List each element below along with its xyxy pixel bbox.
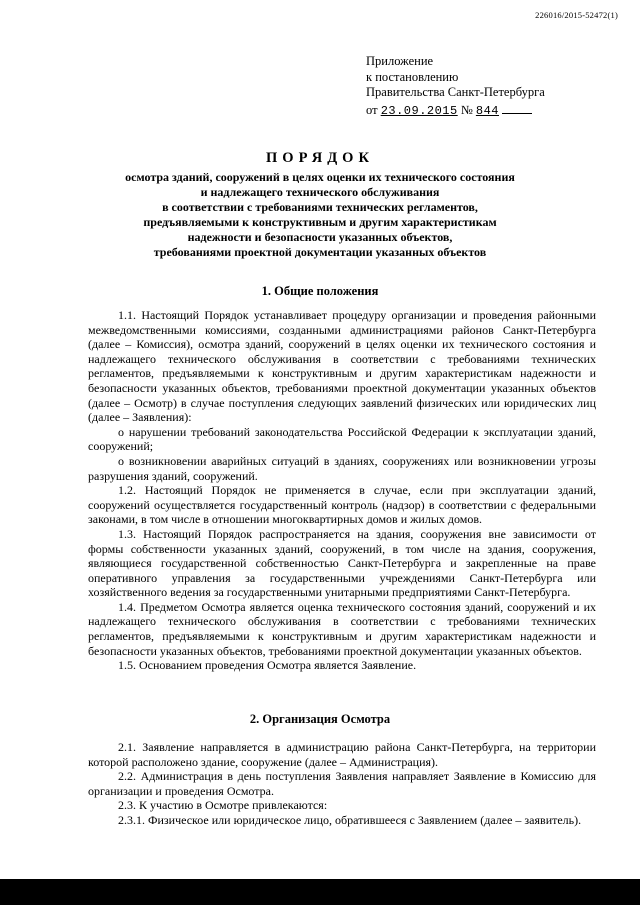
subtitle-line: осмотра зданий, сооружений в целях оценки их технического состояния <box>125 170 515 184</box>
paragraph: 1.4. Предметом Осмотра является оценка технического состояния зданий, сооружений и их надлежащего технического обслуживания в соответствии с требованиями технических регламентов, предъявляемыми к конструктивным и другим характеристикам надежности и безопасности указанных объектов, требованиями проектной документации указанных объектов. <box>88 599 596 658</box>
subtitle-line: надежности и безопасности указанных объектов, <box>187 230 453 244</box>
document-subtitle <box>110 170 530 260</box>
subtitle-line: и надлежащего технического обслуживания <box>200 185 440 199</box>
section-2-body <box>88 740 596 828</box>
section-1-body <box>88 308 596 673</box>
paragraph: 1.2. Настоящий Порядок не применяется в случае, если при эксплуатации зданий, сооружений осуществляется государственный контроль (надзор) в соответствии с федеральными законами, в том числе в отношении многоквартирных домов и жилых домов. <box>88 483 596 527</box>
subtitle-line: требованиями проектной документации указанных объектов <box>153 245 487 259</box>
paragraph: о возникновении аварийных ситуаций в зданиях, сооружениях или возникновении угрозы разрушения зданий, сооружений. <box>88 453 596 483</box>
appendix-line-3: Правительства Санкт-Петербурга <box>366 85 545 99</box>
number-sign: № <box>460 102 473 117</box>
subtitle-line: предъявляемыми к конструктивным и другим характеристикам <box>143 215 497 229</box>
appendix-line-2: к постановлению <box>366 69 459 84</box>
paragraph: о нарушении требований законодательства Российской Федерации к эксплуатации зданий, сооружений; <box>88 424 596 454</box>
paragraph: 2.1. Заявление направляется в администрацию района Санкт-Петербурга, на территории которой расположено здание, сооружение (далее – Администрация). <box>88 740 596 769</box>
appendix-line-1: Приложение <box>366 54 434 68</box>
section-2-title: 2. Организация Осмотра <box>249 712 391 726</box>
document-title: ПОРЯДОК <box>266 150 374 166</box>
subtitle-line: в соответствии с требованиями технических регламентов, <box>162 200 478 214</box>
paragraph: 2.3. К участию в Осмотре привлекаются: <box>118 798 328 813</box>
resolution-date: 23.09.2015 <box>380 103 458 118</box>
scan-border-bar <box>0 879 640 905</box>
document-id: 226016/2015-52472(1) <box>535 10 618 20</box>
paragraph: 1.5. Основанием проведения Осмотра является Заявление. <box>118 658 417 673</box>
appendix-block <box>366 54 545 119</box>
paragraph: 1.3. Настоящий Порядок распространяется на здания, сооружения вне зависимости от формы собственности указанных зданий, сооружений, в том числе на здания, сооружения, являющиеся государственной собственностью Санкт-Петербурга и закрепленные на праве оперативного управления за государственными учреждениями Санкт-Петербурга или хозяйственного ведения за государственными унитарными предприятиями Санкт-Петербурга. <box>88 526 596 600</box>
paragraph: 2.3.1. Физическое или юридическое лицо, обратившееся с Заявлением (далее – заявитель). <box>118 812 582 827</box>
underline-blank <box>502 101 532 114</box>
paragraph: 1.1. Настоящий Порядок устанавливает процедуру организации и проведения районными межведомственными комиссиями, созданными администрациями районов Санкт-Петербурга (далее – Комиссия), осмотра зданий, сооружений в целях оценки их технического состояния и надлежащего технического обслуживания в соответствии с требованиями технических регламентов, предъявляемыми к конструктивным и другим характеристикам надежности и безопасности указанных объектов, требованиями проектной документации указанных объектов (далее – Осмотр) в случае поступления следующих заявлений физических или юридических лиц (далее – Заявления): <box>88 308 596 425</box>
section-1-title: 1. Общие положения <box>261 284 379 298</box>
appendix-date-line <box>366 101 545 120</box>
resolution-number: 844 <box>475 103 499 118</box>
paragraph: 2.2. Администрация в день поступления Заявления направляет Заявление в Комиссию для организации и проведения Осмотра. <box>88 769 596 798</box>
from-label: от <box>366 102 378 117</box>
